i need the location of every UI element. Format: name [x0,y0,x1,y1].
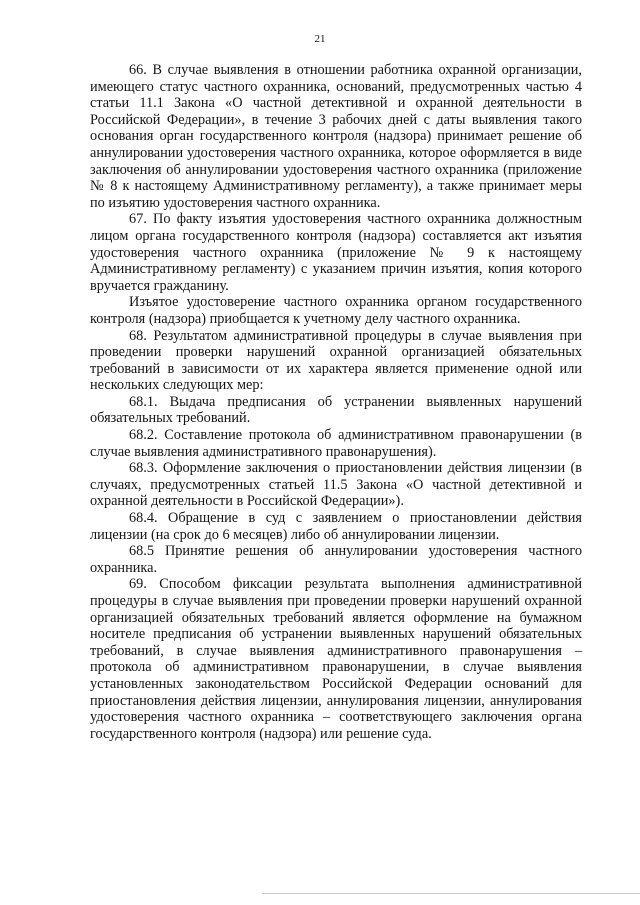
paragraph-67: 67. По факту изъятия удостоверения частного охранника должностным лицом органа государственного контроля (надзора) составляется акт изъятия удостоверения частного охранника (приложение № 9 к настоящему Административному регламенту) с указанием причин изъятия, копия которого вручается гражданину. [90,211,582,294]
paragraph-68-4: 68.4. Обращение в суд с заявлением о приостановлении действия лицензии (на срок до 6 месяцев) либо об аннулировании лицензии. [90,510,582,543]
page-number: 21 [314,33,326,45]
paragraph-66: 66. В случае выявления в отношении работника охранной организации, имеющего статус частного охранника, оснований, предусмотренных частью 4 статьи 11.1 Закона «О частной детективной и охранной деятельности в Российской Федерации», в течение 3 рабочих дней с даты выявления такого основания орган государственного контроля (надзора) принимает решение об аннулировании удостоверения частного охранника, которое оформляется в виде заключения об аннулировании удостоверения частного охранника (приложение № 8 к настоящему Административному регламенту), а также принимает меры по изъятию удостоверения частного охранника. [90,62,582,211]
paragraph-68-3: 68.3. Оформление заключения о приостановлении действия лицензии (в случаях, предусмотренных статьей 11.5 Закона «О частной детективной и охранной деятельности в Российской Федерации»). [90,460,582,510]
paragraph-68-1: 68.1. Выдача предписания об устранении выявленных нарушений обязательных требований. [90,393,582,427]
paragraph-68-5: 68.5 Принятие решения об аннулировании удостоверения частного охранника. [90,543,582,576]
paragraph-69: 69. Способом фиксации результата выполнения административной процедуры в случае выявления при проведении проверки нарушений охранной организацией обязательных требований является оформление на бумажном носителе предписания об устранении выявленных нарушений обязательных требований, в случае выявления административного правонарушения – протокола об административном правонарушении, в случае выявления установленных законодательством Российской Федерации оснований для приостановления действия лицензии, аннулирования лицензии, аннулирования удостоверения частного охранника – соответствующего заключения органа государственного контроля (надзора) или решение суда. [90,576,582,742]
document-body [90,62,582,742]
paragraph-68: 68. Результатом административной процедуры в случае выявления при проведении проверки нарушений охранной организацией обязательных требований в зависимости от их характера является применение одной или нескольких следующих мер: [90,327,582,394]
paragraph-68-2: 68.2. Составление протокола об административном правонарушении (в случае выявления административного правонарушения). [90,427,582,460]
scan-edge-line [262,893,640,894]
paragraph-67-continued: Изъятое удостоверение частного охранника органом государственного контроля (надзора) приобщается к учетному делу частного охранника. [90,294,582,327]
